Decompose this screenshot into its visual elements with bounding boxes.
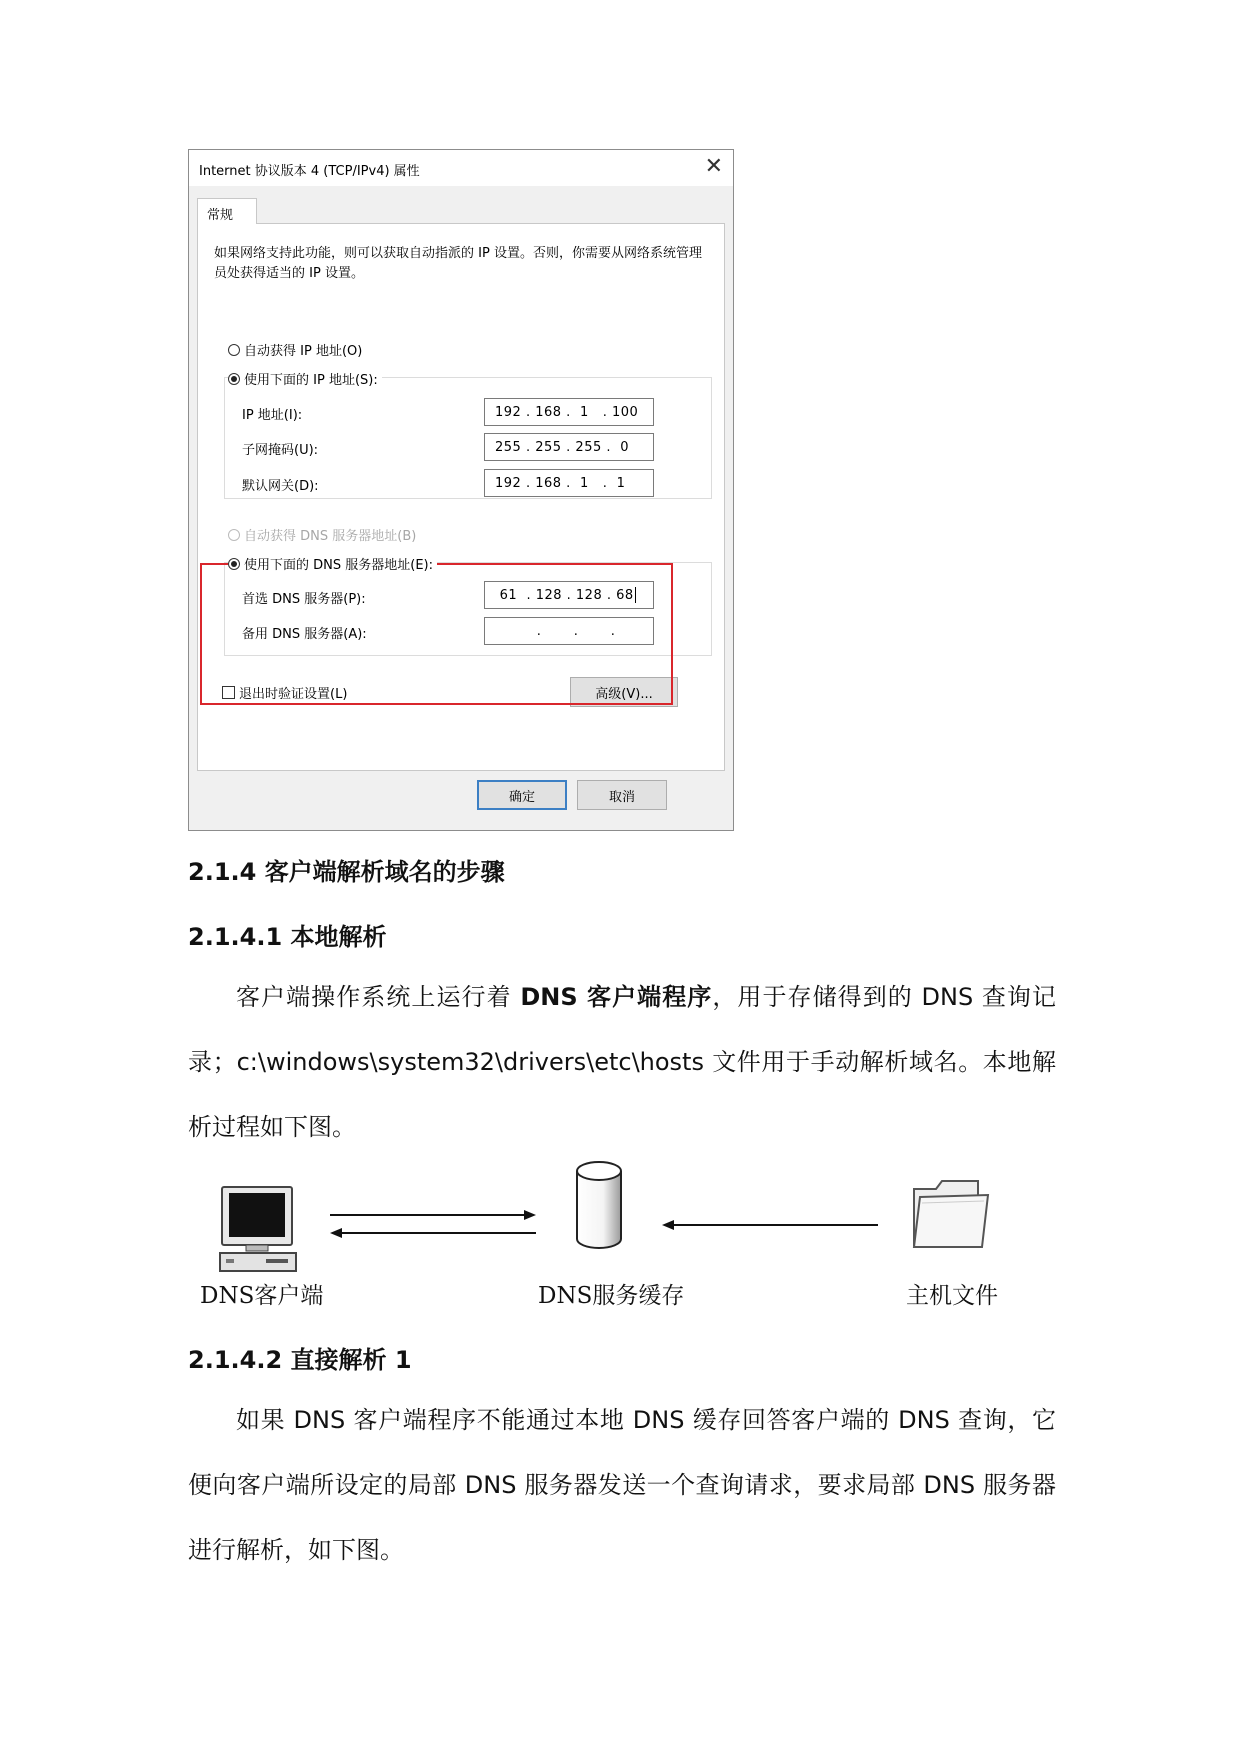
hosts-cache-arrow xyxy=(660,1215,880,1235)
heading-2-1-4-1: 2.1.4.1 本地解析 xyxy=(188,923,387,951)
dialog-titlebar xyxy=(189,150,733,186)
local-resolution-diagram xyxy=(188,1155,1068,1345)
alternate-dns-label: 备用 DNS 服务器(A): xyxy=(242,627,367,642)
heading-2-1-4-2: 2.1.4.2 直接解析 1 xyxy=(188,1346,412,1374)
alternate-dns-input[interactable]: . . . xyxy=(484,617,654,645)
preferred-dns-value: 61 . 128 . 128 . 68 xyxy=(495,587,634,603)
client-cache-arrows xyxy=(328,1205,538,1245)
radio-auto-dns-label: 自动获得 DNS 服务器地址(B) xyxy=(244,529,417,544)
radio-auto-dns-circle[interactable] xyxy=(228,529,240,541)
ok-button[interactable]: 确定 xyxy=(477,780,567,810)
folder-icon xyxy=(908,1173,992,1253)
close-icon[interactable]: ✕ xyxy=(704,154,723,179)
radio-manual-dns-circle[interactable] xyxy=(228,558,240,570)
radio-manual-ip-label: 使用下面的 IP 地址(S): xyxy=(244,373,378,388)
para-text-after: ，用于存储得到的 DNS 查询记录；c:\windows\system32\drivers\etc\hosts 文件用于手动解析域名。本地解析过程如下图。 xyxy=(188,983,1056,1141)
database-cylinder-icon xyxy=(574,1159,624,1251)
subnet-mask-input[interactable]: 255 . 255 . 255 . 0 xyxy=(484,433,654,461)
default-gateway-label: 默认网关(D): xyxy=(242,479,319,494)
label-dns-client: DNS客户端 xyxy=(200,1283,324,1309)
default-gateway-input[interactable]: 192 . 168 . 1 . 1 xyxy=(484,469,654,497)
tab-general[interactable]: 常规 xyxy=(197,198,257,224)
preferred-dns-label: 首选 DNS 服务器(P): xyxy=(242,592,366,607)
radio-manual-ip-circle[interactable] xyxy=(228,373,240,385)
dialog-title: Internet 协议版本 4 (TCP/IPv4) 属性 xyxy=(199,164,420,179)
ip-address-label: IP 地址(I): xyxy=(242,408,303,423)
radio-auto-dns[interactable] xyxy=(228,525,420,544)
radio-manual-dns-label: 使用下面的 DNS 服务器地址(E): xyxy=(244,558,433,573)
label-dns-cache: DNS服务缓存 xyxy=(538,1283,685,1309)
paragraph-local-resolution xyxy=(188,965,1056,1160)
dns-highlight-box xyxy=(200,563,673,705)
subnet-mask-label: 子网掩码(U): xyxy=(242,443,319,458)
cancel-button[interactable]: 取消 xyxy=(577,780,667,810)
validate-checkbox-label: 退出时验证设置(L) xyxy=(239,687,348,702)
radio-manual-dns[interactable] xyxy=(228,554,437,573)
radio-auto-ip-circle[interactable] xyxy=(228,344,240,356)
radio-manual-ip[interactable] xyxy=(228,369,382,388)
label-hosts-file: 主机文件 xyxy=(906,1283,998,1309)
radio-auto-ip[interactable] xyxy=(228,340,366,359)
heading-2-1-4: 2.1.4 客户端解析域名的步骤 xyxy=(188,858,505,886)
advanced-button[interactable]: 高级(V)... xyxy=(570,677,678,707)
tcpip-properties-dialog xyxy=(188,149,734,831)
dialog-description: 如果网络支持此功能，则可以获取自动指派的 IP 设置。否则，你需要从网络系统管理员处获得适当的 IP 设置。 xyxy=(214,246,702,281)
computer-icon xyxy=(218,1185,298,1275)
para-bold-dns-client: DNS 客户端程序 xyxy=(520,983,713,1011)
para-text-before: 客户端操作系统上运行着 xyxy=(236,983,521,1011)
radio-auto-ip-label: 自动获得 IP 地址(O) xyxy=(244,344,363,359)
ip-address-input[interactable]: 192 . 168 . 1 . 100 xyxy=(484,398,654,426)
paragraph-direct-resolution: 如果 DNS 客户端程序不能通过本地 DNS 缓存回答客户端的 DNS 查询，它便向客户端所设定的局部 DNS 服务器发送一个查询请求，要求局部 DNS 服务器进行解析，如下图。 xyxy=(188,1406,1056,1564)
